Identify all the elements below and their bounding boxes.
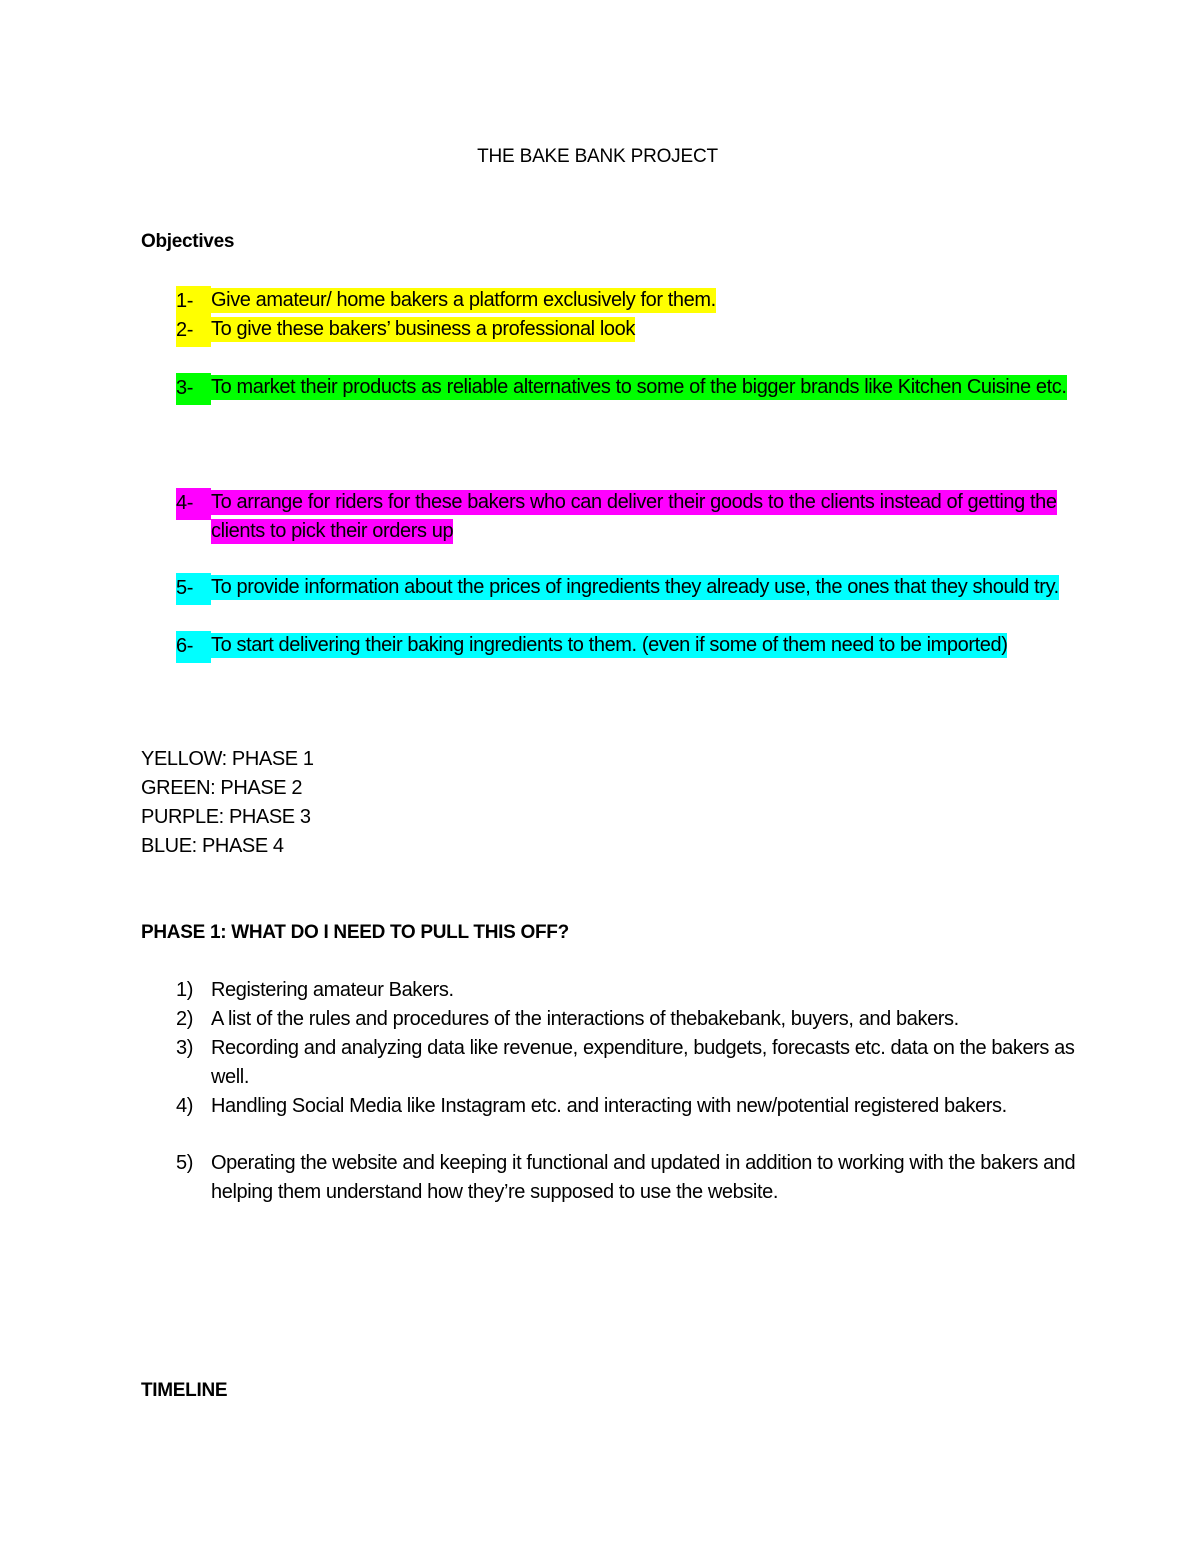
list-item [176,1005,1076,1034]
list-item [176,976,1076,1005]
list-item [176,1149,1076,1207]
objective-text: To start delivering their baking ingredients to them. (even if some of them need to be imported) [211,634,1008,656]
objective-number: 1- [176,286,211,318]
list-item [176,1092,1076,1121]
objective-text: To arrange for riders for these bakers who can deliver their goods to the clients instead of getting the clients to pick their orders up [211,491,1057,542]
list-item-number: 3) [176,1037,193,1059]
objective-item [176,631,1076,660]
objective-text: To provide information about the prices of ingredients they already use, the ones that they should try. [211,576,1059,598]
legend-blue: BLUE: PHASE 4 [141,835,284,857]
objective-text: To market their products as reliable alternatives to some of the bigger brands like Kitchen Cuisine etc. [211,376,1067,398]
objective-text: Give amateur/ home bakers a platform exclusively for them. [211,289,716,311]
objective-text: To give these bakers’ business a professional look [211,318,635,340]
list-item-text: Registering amateur Bakers. [211,979,454,1001]
list-item-number: 2) [176,1008,193,1030]
list-item-text: A list of the rules and procedures of the interactions of thebakebank, buyers, and bakers. [211,1008,959,1030]
legend-purple: PURPLE: PHASE 3 [141,806,311,828]
objective-number: 6- [176,631,211,663]
list-item-number: 4) [176,1095,193,1117]
list-item-text: Handling Social Media like Instagram etc. and interacting with new/potential registered bakers. [211,1095,1007,1117]
objectives-heading: Objectives [141,231,235,252]
objective-item [176,488,1076,546]
document-title: THE BAKE BANK PROJECT [477,146,718,167]
objective-number: 4- [176,488,211,520]
timeline-heading: TIMELINE [141,1380,228,1401]
legend-green: GREEN: PHASE 2 [141,777,303,799]
list-item-text: Operating the website and keeping it functional and updated in addition to working with the bakers and helping them understand how they’re supposed to use the website. [211,1152,1076,1203]
list-item-number: 1) [176,979,193,1001]
objective-number: 5- [176,573,211,605]
phase1-heading: PHASE 1: WHAT DO I NEED TO PULL THIS OFF? [141,922,569,943]
objective-item [176,373,1076,402]
objective-number: 2- [176,315,211,347]
list-item-text: Recording and analyzing data like revenue, expenditure, budgets, forecasts etc. data on the bakers as well. [211,1037,1075,1088]
objective-item [176,573,1076,602]
legend-yellow: YELLOW: PHASE 1 [141,748,314,770]
objective-item [176,286,1076,315]
objective-item [176,315,1076,344]
objective-number: 3- [176,373,211,405]
list-item-number: 5) [176,1152,193,1174]
list-item [176,1034,1076,1092]
